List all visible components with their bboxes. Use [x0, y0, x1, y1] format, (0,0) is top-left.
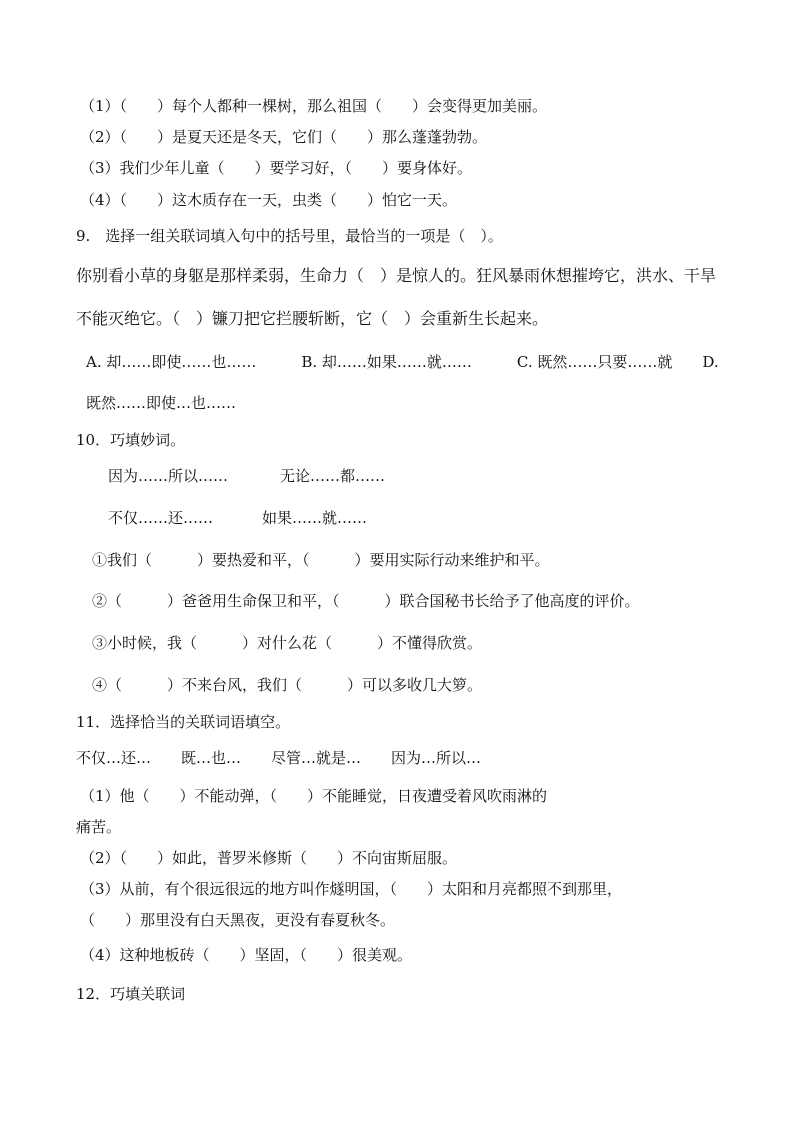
q12-title: 12．巧填关联词 [76, 985, 186, 1003]
q8-item-2: （2）（ ）是夏天还是冬天，它们（ ）那么蓬蓬勃勃。 [80, 128, 488, 146]
q10-title: 10．巧填妙词。 [76, 431, 186, 449]
q11-item-1-line-1: （1）他（ ）不能动弹，（ ）不能睡觉，日夜遭受着风吹雨淋的 [80, 787, 548, 805]
q10-word-pair-4: 如果……就…… [262, 509, 368, 527]
q11-word-bank: 不仅…还… 既…也… 尽管…就是… 因为…所以… [76, 749, 482, 767]
q11-item-4: （4）这种地板砖（ ）坚固，（ ）很美观。 [80, 946, 413, 964]
q10-item-1: ①我们（ ）要热爱和平，（ ）要用实际行动来维护和平。 [92, 551, 550, 569]
q8-item-1: （1）（ ）每个人都种一棵树，那么祖国（ ）会变得更加美丽。 [80, 97, 548, 115]
q9-passage-line-1: 你别看小草的身躯是那样柔弱，生命力（ ）是惊人的。狂风暴雨休想摧垮它，洪水、干旱 [76, 266, 717, 285]
q8-item-3: （3）我们少年儿童（ ）要学习好，（ ）要身体好。 [80, 159, 473, 177]
q9-stem: 9. 选择一组关联词填入句中的括号里，最恰当的一项是（ ）。 [76, 227, 503, 245]
q10-item-4: ④（ ）不来台风，我们（ ）可以多收几大箩。 [92, 676, 483, 694]
q10-item-3: ③小时候，我（ ）对什么花（ ）不懂得欣赏。 [92, 634, 483, 652]
q10-item-2: ②（ ）爸爸用生命保卫和平，（ ）联合国秘书长给予了他高度的评价。 [92, 592, 640, 610]
q10-word-pair-1: 因为……所以…… [108, 467, 229, 485]
q8-item-4: （4）（ ）这木质存在一天，虫类（ ）怕它一天。 [80, 191, 458, 209]
q10-word-pair-3: 不仅……还…… [108, 509, 214, 527]
q9-passage-line-2: 不能灭绝它。（ ）镰刀把它拦腰斩断，它（ ）会重新生长起来。 [76, 309, 549, 328]
q10-word-pair-2: 无论……都…… [280, 467, 386, 485]
q9-options-line-1: A. 却……即使……也…… B. 却……如果……就…… C. 既然……只要……就 D. [86, 353, 719, 371]
q11-item-2: （2）（ ）如此，普罗米修斯（ ）不向宙斯屈服。 [80, 849, 458, 867]
q9-options-line-2: 既然……即使…也…… [86, 394, 237, 412]
q11-item-3-line-1: （3）从前，有个很远很远的地方叫作燧明国，（ ）太阳和月亮都照不到那里， [80, 880, 623, 898]
q11-item-3-line-2: （ ）那里没有白天黑夜，更没有春夏秋冬。 [80, 911, 396, 929]
q11-item-1-line-2: 痛苦。 [76, 818, 122, 836]
q11-title: 11．选择恰当的关联词语填空。 [76, 713, 291, 731]
